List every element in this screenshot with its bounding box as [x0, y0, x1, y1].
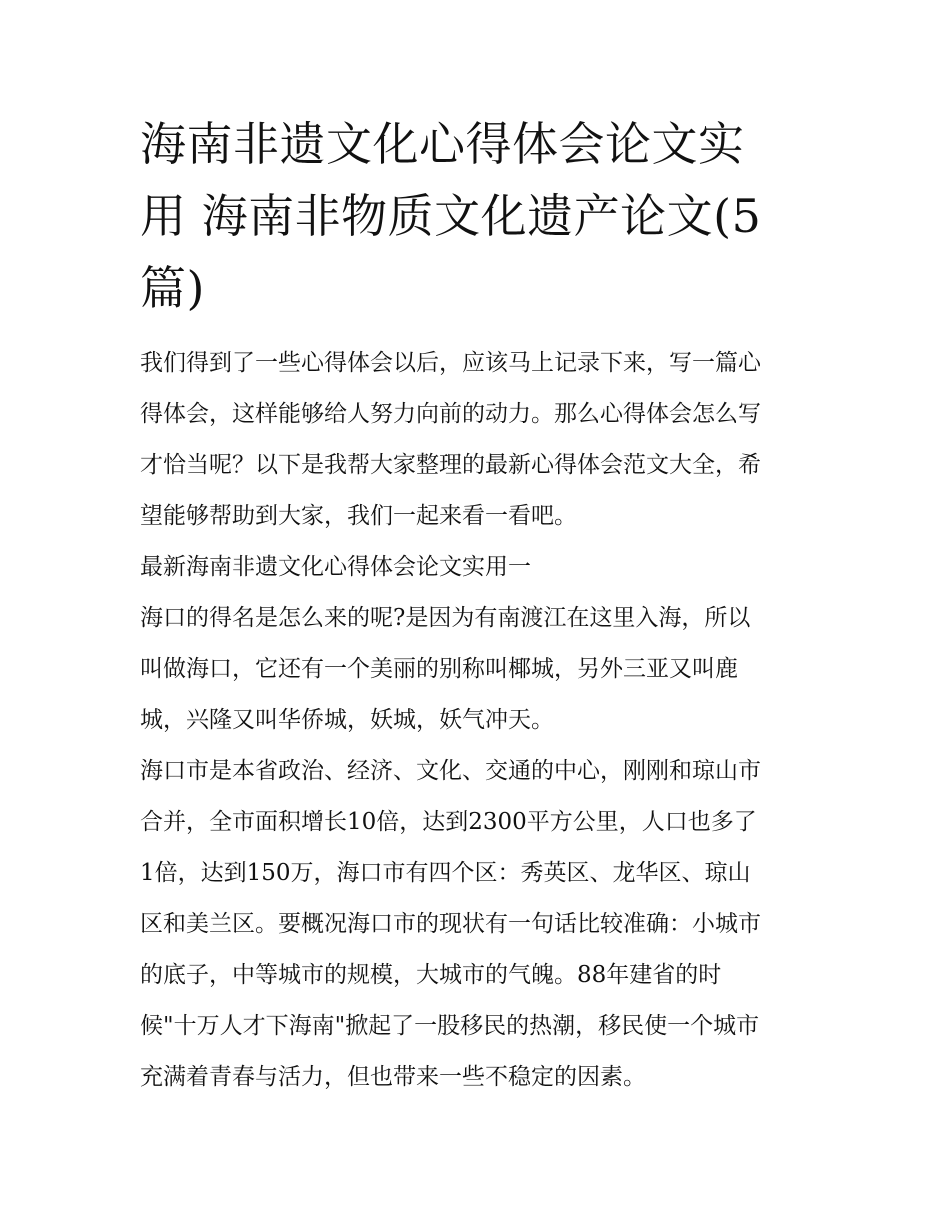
text-line: 望能够帮助到大家，我们一起来看一看吧。 — [140, 503, 577, 529]
text-line: 海口的得名是怎么来的呢?是因为有南渡江在这里入海，所以 — [140, 605, 751, 631]
title-line: 海南非遗文化心得体会论文实 — [140, 117, 745, 171]
text-line: 我们得到了一些心得体会以后，应该马上记录下来，写一篇心 — [140, 350, 761, 376]
document-title — [140, 108, 830, 324]
text-line: 候"十万人才下海南"掀起了一股移民的热潮，移民使一个城市 — [140, 1013, 760, 1039]
body-paragraph — [140, 593, 830, 746]
document-content — [140, 108, 830, 1103]
text-line: 海口市是本省政治、经济、文化、交通的中心，刚刚和琼山市 — [140, 758, 761, 784]
document-body — [140, 338, 830, 1103]
body-paragraph — [140, 746, 830, 1103]
text-line: 得体会，这样能够给人努力向前的动力。那么心得体会怎么写 — [140, 401, 761, 427]
title-line: 用 海南非物质文化遗产论文(5 — [140, 189, 762, 243]
text-line: 城，兴隆又叫华侨城，妖城，妖气冲天。 — [140, 707, 554, 733]
section-heading — [140, 542, 830, 593]
title-line: 篇) — [140, 261, 205, 315]
text-line: 最新海南非遗文化心得体会论文实用一 — [140, 554, 531, 580]
text-line: 才恰当呢？以下是我帮大家整理的最新心得体会范文大全，希 — [140, 452, 761, 478]
text-line: 充满着青春与活力，但也带来一些不稳定的因素。 — [140, 1064, 646, 1090]
text-line: 区和美兰区。要概况海口市的现状有一句话比较准确：小城市 — [140, 911, 761, 937]
text-line: 叫做海口，它还有一个美丽的别称叫椰城，另外三亚又叫鹿 — [140, 656, 738, 682]
intro-paragraph — [140, 338, 830, 542]
text-line: 1倍，达到150万，海口市有四个区：秀英区、龙华区、琼山 — [140, 860, 751, 886]
text-line: 的底子，中等城市的规模，大城市的气魄。88年建省的时 — [140, 962, 722, 988]
text-line: 合并，全市面积增长10倍，达到2300平方公里，人口也多了 — [140, 809, 757, 835]
